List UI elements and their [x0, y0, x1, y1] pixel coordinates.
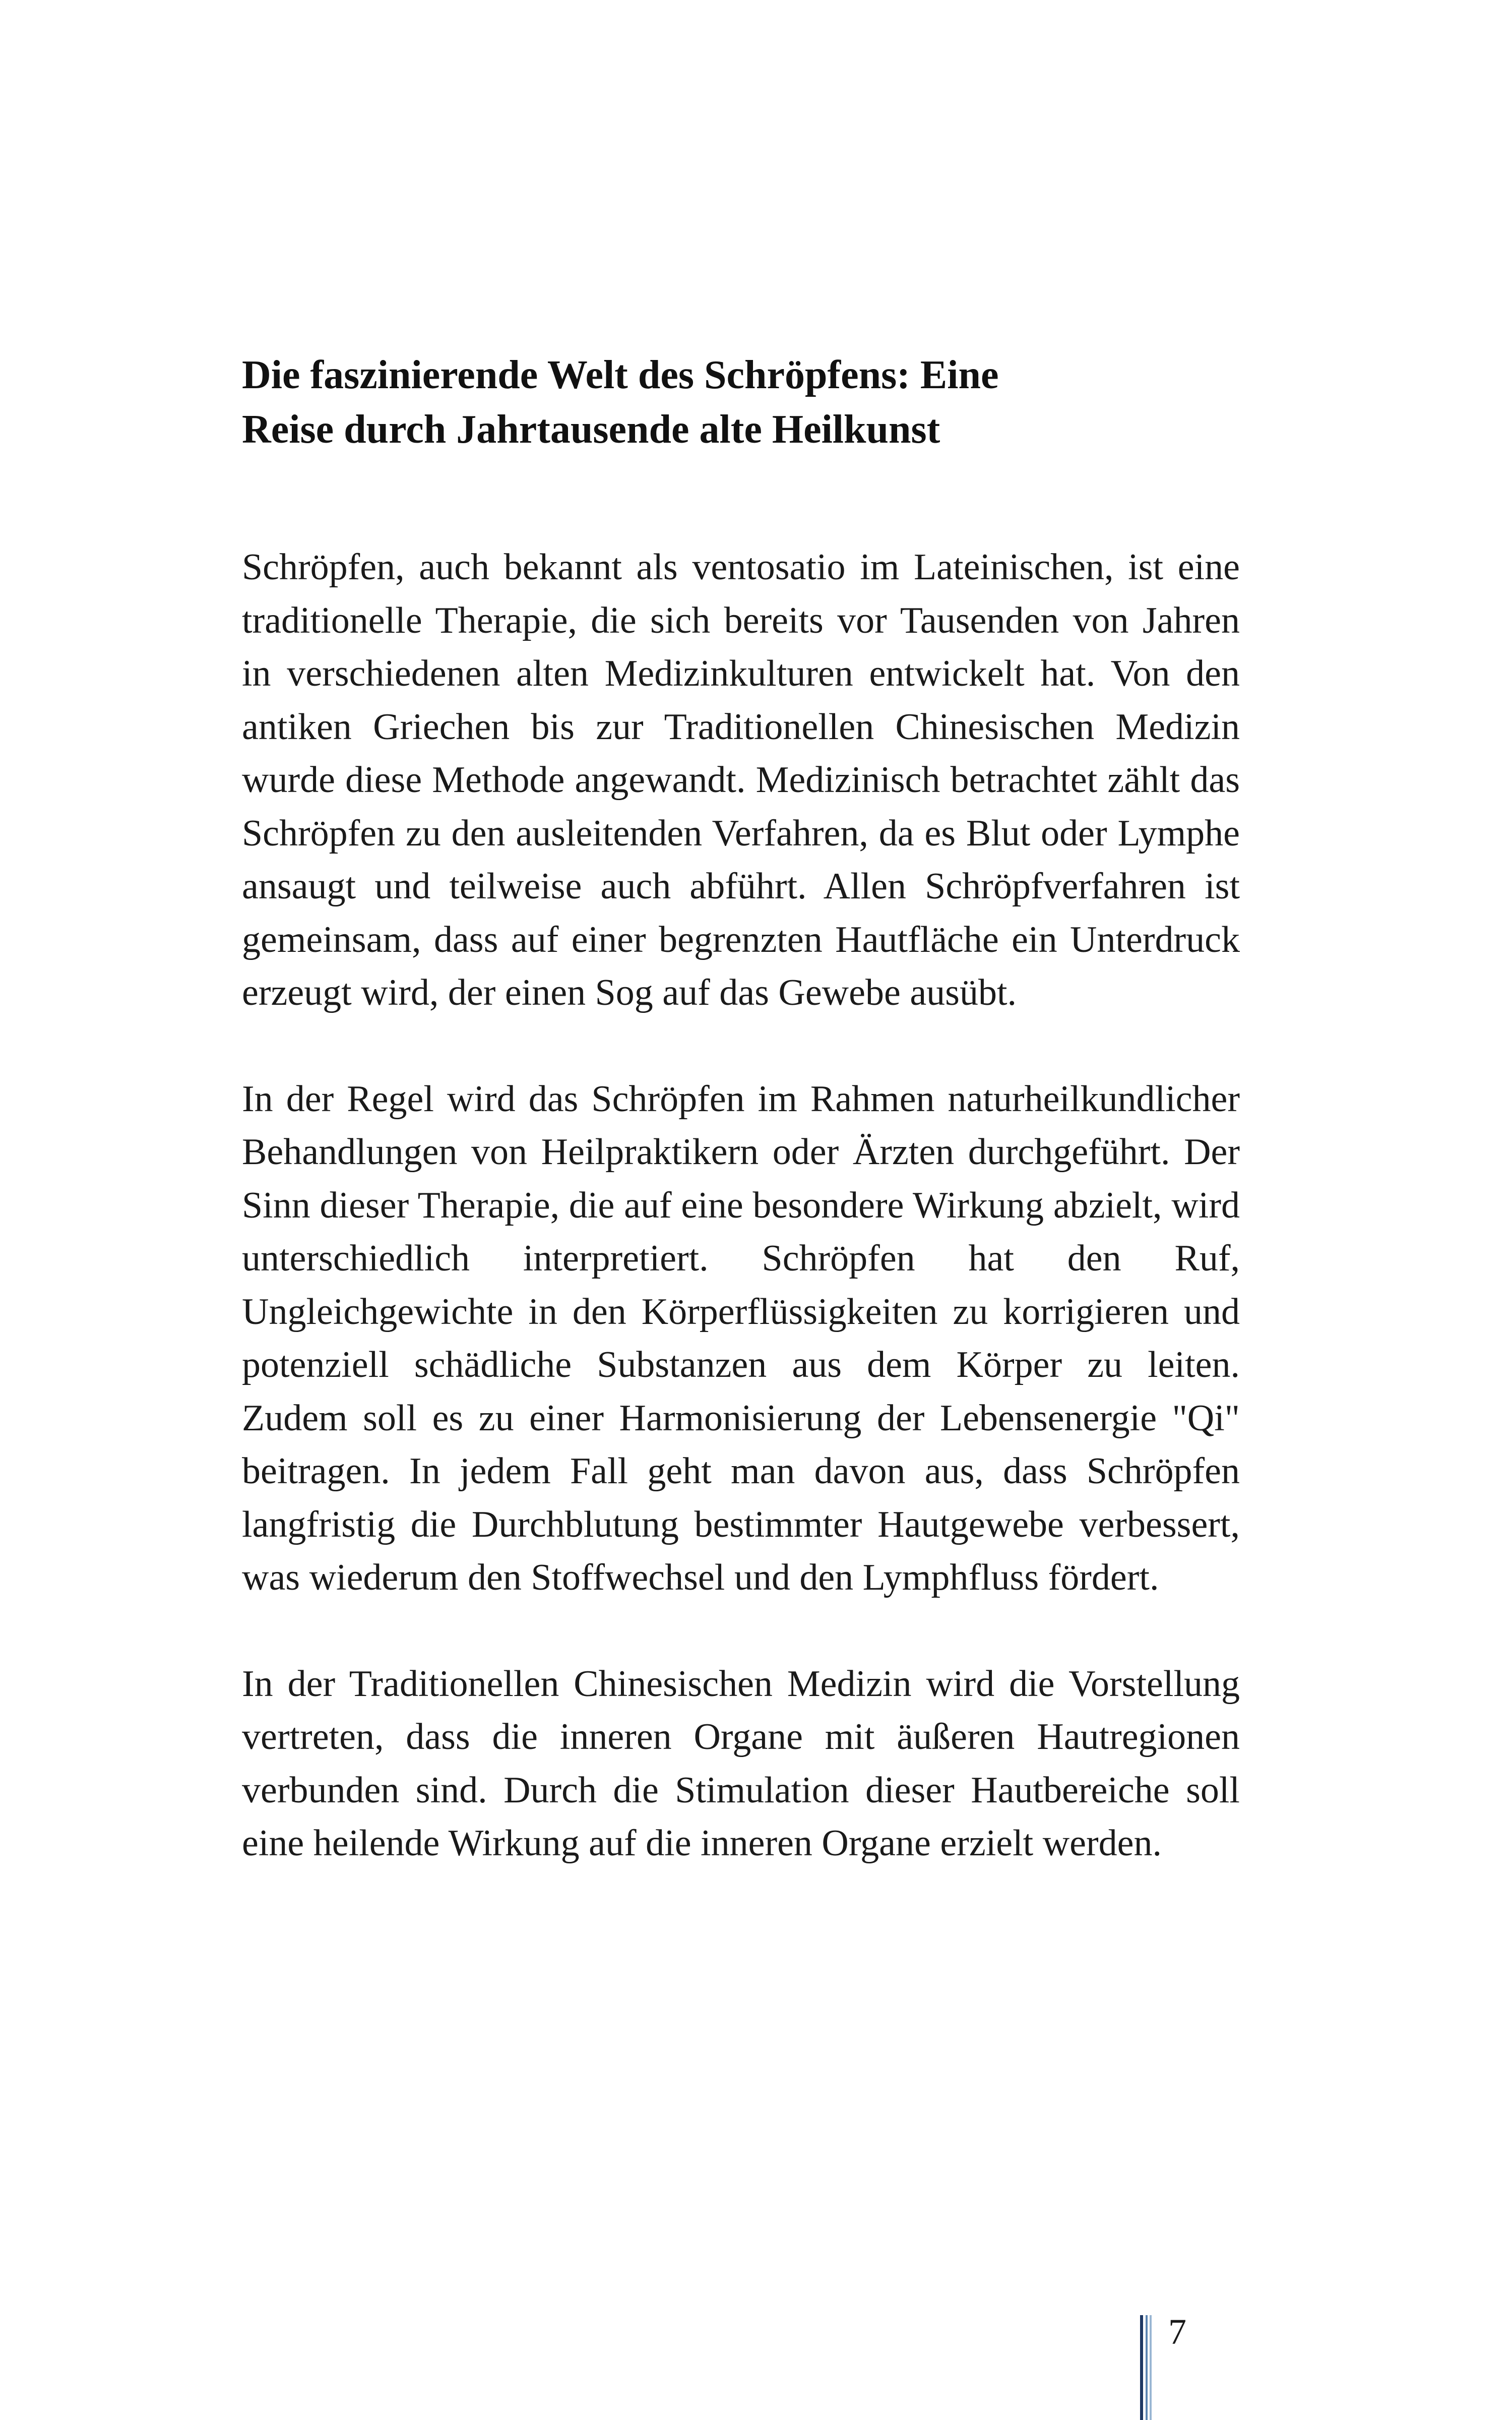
body-paragraph-2: In der Regel wird das Schröpfen im Rahmen naturheilkundlicher Behandlungen von Heilpraktikern oder Ärzten durchgeführt. Der Sinn dieser Therapie, die auf eine besondere Wirkung abzielt, wird unterschiedlich interpretiert. Schröpfen hat den Ruf, Ungleichgewichte in den Körperflüssigkeiten zu korrigieren und potenziell schädliche Substanzen aus dem Körper zu leiten. Zudem soll es zu einer Harmonisierung der Lebensenergie "Qi" beitragen. In jedem Fall geht man davon aus, dass Schröpfen langfristig die Durchblutung bestimmter Hautgewebe verbessert, was wiederum den Stoffwechsel und den Lymphfluss fördert.	[242, 1078, 1240, 1598]
chapter-title	[242, 348, 1240, 457]
chapter-title-line-2: Reise durch Jahrtausende alte Heilkunst	[242, 407, 940, 452]
chapter-title-line-1: Die faszinierende Welt des Schröpfens: Eine	[242, 353, 999, 397]
decorative-rule	[1140, 2315, 1143, 2420]
paragraph-spacing	[242, 1020, 1240, 1073]
page-number-decoration	[1140, 2315, 1153, 2420]
page-number: 7	[1168, 2312, 1186, 2352]
title-spacing	[242, 457, 1240, 541]
paragraph-spacing	[242, 1605, 1240, 1658]
decorative-rule	[1150, 2315, 1152, 2420]
body-paragraph-3: In der Traditionellen Chinesischen Medizin wird die Vorstellung vertreten, dass die inneren Organe mit äußeren Hautregionen verbunden sind. Durch die Stimulation dieser Hautbereiche soll eine heilende Wirkung auf die inneren Organe erzielt werden.	[242, 1663, 1240, 1864]
page-content	[242, 348, 1240, 1870]
body-paragraph-1: Schröpfen, auch bekannt als ventosatio im Lateinischen, ist eine traditionelle Therapie, die sich bereits vor Tausenden von Jahren in verschiedenen alten Medizinkulturen entwickelt hat. Von den antiken Griechen bis zur Traditionellen Chinesischen Medizin wurde diese Methode angewandt. Medizinisch betrachtet zählt das Schröpfen zu den ausleitenden Verfahren, da es Blut oder Lymphe ansaugt und teilweise auch abführt. Allen Schröpfverfahren ist gemeinsam, dass auf einer begrenzten Hautfläche ein Unterdruck erzeugt wird, der einen Sog auf das Gewebe ausübt.	[242, 547, 1240, 1013]
decorative-rule	[1146, 2315, 1148, 2420]
